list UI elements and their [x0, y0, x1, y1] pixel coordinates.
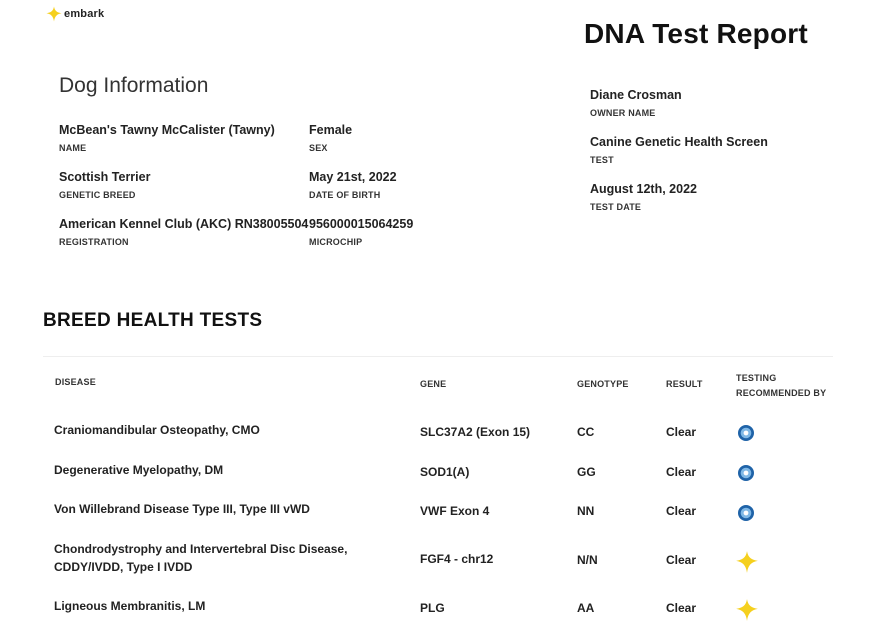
blue-badge-icon — [735, 462, 757, 484]
row-1-gene: SLC37A2 (Exon 15) — [420, 425, 531, 439]
breed-label: GENETIC BREED — [59, 190, 136, 200]
row-3-gene: VWF Exon 4 — [420, 504, 490, 518]
microchip-field — [309, 217, 413, 247]
brand-name: embark — [64, 8, 105, 20]
dog-name-value: McBean's Tawny McCalister (Tawny) — [59, 123, 275, 137]
row-2-disease: Degenerative Myelopathy, DM — [54, 463, 224, 477]
header-result: RESULT — [666, 379, 703, 389]
row-2-result: Clear — [666, 465, 697, 479]
test-date-value: August 12th, 2022 — [590, 182, 697, 196]
blue-badge-icon — [735, 422, 757, 444]
test-field — [590, 135, 768, 165]
owner-value: Diane Crosman — [590, 88, 682, 102]
row-1-result: Clear — [666, 425, 697, 439]
breed-field — [59, 170, 150, 200]
report-title: DNA Test Report — [584, 18, 808, 49]
test-date-label: TEST DATE — [590, 202, 642, 212]
breed-health-tests-title: BREED HEALTH TESTS — [43, 310, 263, 331]
section-divider — [43, 356, 833, 357]
row-5-genotype: AA — [577, 601, 595, 615]
embark-star-icon — [734, 549, 760, 575]
embark-star-icon — [734, 597, 760, 623]
row-5-result: Clear — [666, 601, 697, 615]
header-disease: DISEASE — [55, 377, 96, 387]
owner-field — [590, 88, 682, 118]
row-5-gene: PLG — [420, 601, 445, 615]
dog-info-title: Dog Information — [59, 74, 209, 97]
blue-badge-icon — [735, 502, 757, 524]
row-3-disease: Von Willebrand Disease Type III, Type III vWD — [54, 502, 310, 516]
sex-label: SEX — [309, 143, 328, 153]
embark-logo — [45, 5, 104, 23]
breed-value: Scottish Terrier — [59, 170, 151, 184]
row-4-disease: Chondrodystrophy and Intervertebral Disc Disease, CDDY/IVDD, Type I IVDD — [54, 542, 348, 574]
dob-value: May 21st, 2022 — [309, 170, 397, 184]
row-3-result: Clear — [666, 504, 697, 518]
row-4-genotype: N/N — [577, 553, 598, 567]
row-2-genotype: GG — [577, 465, 596, 479]
microchip-value: 956000015064259 — [309, 217, 414, 231]
dog-name-label: NAME — [59, 143, 87, 153]
registration-value: American Kennel Club (AKC) RN38005504 — [59, 217, 309, 231]
row-4-result: Clear — [666, 553, 697, 567]
sex-field — [309, 123, 352, 153]
dob-label: DATE OF BIRTH — [309, 190, 381, 200]
row-5-disease: Ligneous Membranitis, LM — [54, 599, 206, 613]
header-gene: GENE — [420, 379, 447, 389]
embark-star-icon — [45, 5, 63, 23]
dob-field — [309, 170, 397, 200]
header-recommended: TESTING RECOMMENDED BY — [736, 373, 827, 398]
row-1-disease: Craniomandibular Osteopathy, CMO — [54, 423, 260, 437]
row-2-gene: SOD1(A) — [420, 465, 470, 479]
row-1-genotype: CC — [577, 425, 595, 439]
registration-label: REGISTRATION — [59, 237, 129, 247]
header-genotype: GENOTYPE — [577, 379, 629, 389]
row-4-gene: FGF4 - chr12 — [420, 552, 494, 566]
sex-value: Female — [309, 123, 353, 137]
microchip-label: MICROCHIP — [309, 237, 363, 247]
owner-label: OWNER NAME — [590, 108, 656, 118]
row-3-genotype: NN — [577, 504, 595, 518]
dog-name-field — [59, 123, 275, 153]
test-date-field — [590, 182, 697, 212]
test-label: TEST — [590, 155, 614, 165]
registration-field — [59, 217, 308, 247]
test-value: Canine Genetic Health Screen — [590, 135, 768, 149]
